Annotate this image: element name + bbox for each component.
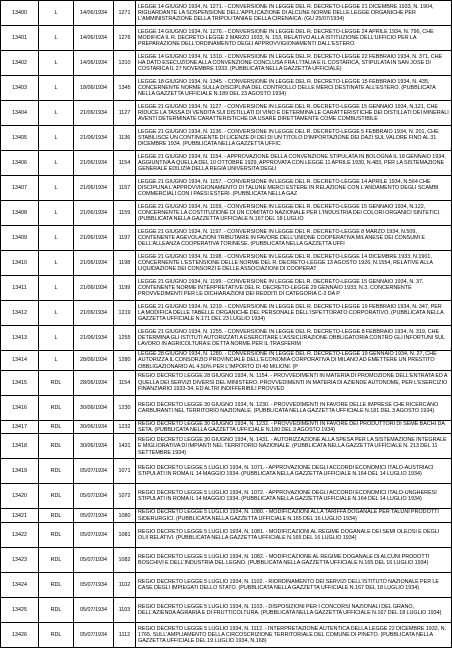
- record-type: L: [39, 201, 74, 226]
- table-row: [1, 370, 452, 395]
- record-number: 13418: [1, 434, 39, 459]
- record-gu-number: 1197: [114, 226, 136, 251]
- table-row: [1, 51, 452, 76]
- record-date: 05/07/1934: [74, 459, 114, 484]
- record-gu-number: 1072: [114, 484, 136, 509]
- table-row: [1, 548, 452, 573]
- record-description: LEGGE 21 GIUGNO 1934, N. 1198. - CONVERSIONE IN LEGGE DEL R. DECRETO-LEGGE 14 DICEMBRE 1933, N.1901, CONCERNENTE L'ESTENSIONE DELLE NORME DEL R. DECRETO-LEGGE 13 AGOSTO 1926, N.1554, RELATIVE ALLA LIQUIDAZIONE DEI CONSORZI E DELLE ASSOCIAZIONI DI COOPERAT: [136, 251, 452, 276]
- record-date: 21/06/1934: [74, 276, 114, 301]
- record-number: 13403: [1, 76, 39, 101]
- record-date: 21/06/1934: [74, 301, 114, 326]
- record-type: L: [39, 76, 74, 101]
- record-date: 21/06/1934: [74, 251, 114, 276]
- record-description: LEGGE 21 GIUGNO 1934, N. 1159. - CONVERSIONE IN LEGGE DEL R. DECRETO-LEGGE 15 GENNAIO 1934, N.122, CONCERNENTE LA COSTITUZIONE DI UN COMITATO NAZIONALE PER L'INDUSTRIA DEI COLORI ORGANICI SINTETICI. (PUBBLICATA NELLA GAZZETTA UFFICIALE N.167 DEL 18 LUGLIO: [136, 201, 452, 226]
- table-row: [1, 351, 452, 371]
- record-number: 13405: [1, 126, 39, 151]
- record-gu-number: 1071: [114, 459, 136, 484]
- record-number: 13420: [1, 484, 39, 509]
- record-description: REGIO DECRETO LEGGE 5 LUGLIO 1934, N. 1102. - RIORDINAMENTO DEI SERVIZI DELL'ISTITUTO NAZIONALE PER LE CASE DEGLI IMPIEGATI DELLO STATO. (PUBBLICATA NELLA GAZZETTA UFFICIALE N.167 DEL 18 LUGLIO 1934): [136, 573, 452, 598]
- record-number: 13402: [1, 51, 39, 76]
- record-description: REGIO DECRETO LEGGE 30 GIUGNO 1934, N. 1232. - PROVVEDIMENTI IN FAVORE DEI PRODUTTORI DI SEME BACHI DA SETA. (PUBBLICATA NELLA GAZZETTA UFFICIALE N.180 DEL 3 AGOSTO 1934): [136, 420, 452, 434]
- record-gu-number: 1112: [114, 623, 136, 648]
- table-row: [1, 326, 452, 351]
- record-number: 13401: [1, 26, 39, 51]
- table-row: [1, 301, 452, 326]
- record-gu-number: 1159: [114, 201, 136, 226]
- record-type: L: [39, 226, 74, 251]
- record-number: 13426: [1, 623, 39, 648]
- record-number: 13424: [1, 573, 39, 598]
- record-type: RDL: [39, 395, 74, 420]
- table-row: [1, 151, 452, 176]
- record-date: 21/06/1934: [74, 126, 114, 151]
- record-description: REGIO DECRETO LEGGE 30 GIUGNO 1934, N. 1431. - AUTORIZZAZIONE ALLA SPESA PER LA SISTEMAZIONE INTEGRALE E MIGLIORATIVA DI IMPIANTI NEL TERRITORIO NAZIONALE. (PUBBLICATA NELLA GAZZETTA UFFICIALE N. 213 DEL 11 SETTEMBRE 1934): [136, 434, 452, 459]
- record-type: L: [39, 126, 74, 151]
- table-row: [1, 459, 452, 484]
- record-type: RDL: [39, 370, 74, 395]
- record-description: REGIO DECRETO LEGGE 5 LUGLIO 1934, N. 1081. - MODIFICAZIONI AL REGIME DOGANALE DEI SEMI OLEOSI E DEGLI OLII RELATIVI. (PUBBLICATA NELLA GAZZETTA UFFICIALE N.165 DEL 16 LUGLIO 1934): [136, 523, 452, 548]
- record-description: LEGGE 21 GIUGNO 1934, N. 1154. - APPROVAZIONE DELLA CONVENZIONE STIPULATA IN BOLOGNA IL 18 GENNAIO 1934, AGGIUNTIVA A QUELLA DEL 10 OTTOBRE 1929, APPROVATA CON LEGGE 11 APRILE 1930, N.483, PER LA SISTEMAZIONE GENERALE EDILIZIA DELLA REGIA UNIVERSITA DEGLI: [136, 151, 452, 176]
- record-gu-number: 1431: [114, 434, 136, 459]
- table-row: [1, 573, 452, 598]
- record-number: 13414: [1, 351, 39, 371]
- record-description: LEGGE 21 GIUGNO 1934, N. 1127. - CONVERSIONE IN LEGGE DEL R. DECRETO-LEGGE 15 GENNAIO 1934, N.121, CHE RIDUCE LA TASSA DI VENDITA SUI DISTILLATI DI VINO E DETERMINA LE CARATTERISTICHE DEI DISTILLATI DEI MINERALI AVENTI DETERMINATE CARATTERISTICHE DA USARE DIRETTAMENTE COME COMBUSTIBILE: [136, 101, 452, 126]
- record-type: RDL: [39, 623, 74, 648]
- record-number: 13416: [1, 395, 39, 420]
- record-gu-number: 1199: [114, 276, 136, 301]
- table-row: [1, 251, 452, 276]
- record-description: REGIO DECRETO LEGGE 28 GIUGNO 1934, N. 1154. - PROVVEDIMENTI IN MATERIA DI PROMOZIONE DELL'ENTRATA ED A QUELLA DEI SERVIZI DIVERSI DEL MINISTERO. PROVVEDIMENTI IN MATERIA DI AZIENDE AUTONOME, PER L'ESERCIZIO FINANZIARIO 1933-34, ED ALTRI INDIFFERIBILI PROVVED: [136, 370, 452, 395]
- record-number: 13400: [1, 1, 39, 26]
- record-description: LEGGE 21 GIUGNO 1934, N. 1199. - CONVERSIONE IN LEGGE DEL R. DECRETO-LEGGE 15 GENNAIO 1934, N. 37, CONTENENTE NORME INTERPRETATIVE DEL R. DECRETO-LEGGE 29 GENNAIO 1933, N.3, CONCERNENTE PROVVEDIMENTI PER LE DICHIARAZIONI DEI REDDITI DI CATEGORIA C-2 DA P: [136, 276, 452, 301]
- table-row: [1, 598, 452, 623]
- record-number: 13412: [1, 301, 39, 326]
- record-type: RDL: [39, 434, 74, 459]
- record-description: REGIO DECRETO LEGGE 5 LUGLIO 1934, N. 1103. - DISPOSIZIONI PER I CONCORSI NAZIONALI DEL GRANO, DELL'AZIENDA AGRARIA E DI FRUTTICOLTURA. (PUBBLICATA NELLA GAZZETTA UFFICIALE N.167 DEL 18 LUGLIO 1934): [136, 598, 452, 623]
- record-date: 30/06/1934: [74, 420, 114, 434]
- record-description: LEGGE 14 GIUGNO 1934, N. 1310. - CONVERSIONE IN LEGGE DEL R. DECRETO-LEGGE 22 FEBBRAIO 1934, N. 371, CHE HA DATO ESECUZIONE ALLA CONVENZIONE CONCLUSA FRA L'ITALIA E IL COSTARICA, STIPULATA IN SAN JOSE DI COSTARICA IL 27 NOVEMBRE 1933. (PUBBLICATA NELLA GAZZETTA UFFICIALE): [136, 51, 452, 76]
- record-description: LEGGE 21 GIUGNO 1934, N. 1255. - CONVERSIONE IN LEGGE DEL R. DECRETO-LEGGE 8 FEBBRAIO 1934, N. 319, CHE DETERMINA GLI ISTITUTI AUTORIZZATI A ESERCITARE L'ASSICURAZIONE OBBLIGATORIA CONTRO GLI INFORTUNI SUL LAVORO IN AGRICOLTURA E DETTA NORME PER IL TRASFERIM: [136, 326, 452, 351]
- record-number: 13409: [1, 226, 39, 251]
- record-type: L: [39, 276, 74, 301]
- record-description: REGIO DECRETO LEGGE 5 LUGLIO 1934, N. 1082. - MODIFICAZIONE AL REGIME DOGANALE DI ALCUNI PRODOTTI BOSCHIVI E DELL'INDUSTRIA DEL LEGNO. (PUBBLICATA NELLA GAZZETTA UFFICIALE N.165 DEL 16 LUGLIO 1934): [136, 548, 452, 573]
- record-date: 05/07/1934: [74, 509, 114, 523]
- record-number: 13425: [1, 598, 39, 623]
- record-gu-number: 1345: [114, 76, 136, 101]
- record-number: 13404: [1, 101, 39, 126]
- record-number: 13422: [1, 523, 39, 548]
- record-gu-number: 1082: [114, 548, 136, 573]
- record-type: RDL: [39, 484, 74, 509]
- record-type: L: [39, 176, 74, 201]
- record-description: REGIO DECRETO LEGGE 5 LUGLIO 1934, N. 1080. - MODIFICAZIONI ALLA TARIFFA DOGANALE PER TALUNI PRODOTTI SIDERURGICI. (PUBBLICATA NELLA GAZZETTA UFFICIALE N.165 DEL 16 LUGLIO 1934): [136, 509, 452, 523]
- record-date: 05/07/1934: [74, 484, 114, 509]
- record-type: L: [39, 301, 74, 326]
- table-row: [1, 623, 452, 648]
- table-row: [1, 420, 452, 434]
- table-row: [1, 226, 452, 251]
- record-number: 13406: [1, 151, 39, 176]
- record-gu-number: 1276: [114, 26, 136, 51]
- record-gu-number: 1271: [114, 1, 136, 26]
- laws-table-body: [1, 1, 452, 648]
- record-description: REGIO DECRETO LEGGE 5 LUGLIO 1934, N. 1071. - APPROVAZIONE DEGLI ACCORDI ECONOMICI ITALO-AUSTRIACI STIPULATI IN ROMA IL 14 MAGGIO 1934. (PUBBLICATA NELLA GAZZETTA UFFICIALE N.164 DEL 14 LUGLIO 1934): [136, 459, 452, 484]
- record-type: RDL: [39, 523, 74, 548]
- record-description: REGIO DECRETO LEGGE 30 GIUGNO 1934, N. 1230. - PROVVEDIMENTI IN FAVORE DELLE IMPRESE CHE RICERCANO CARBURANTI NEL TERRITORIO NAZIONALE. (PUBBLICATA NELLA GAZZETTA UFFICIALE N.181 DEL 3 AGOSTO 1934): [136, 395, 452, 420]
- table-row: [1, 76, 452, 101]
- record-number: 13417: [1, 420, 39, 434]
- record-type: RDL: [39, 509, 74, 523]
- record-type: L: [39, 1, 74, 26]
- table-row: [1, 395, 452, 420]
- record-number: 13415: [1, 370, 39, 395]
- record-date: 21/06/1934: [74, 151, 114, 176]
- table-row: [1, 484, 452, 509]
- record-type: L: [39, 51, 74, 76]
- record-date: 05/07/1934: [74, 573, 114, 598]
- record-gu-number: 1136: [114, 126, 136, 151]
- record-description: LEGGE 14 GIUGNO 1934, N. 1271. - CONVERSIONE IN LEGGE DEL R. DECRETO-LEGGE 21 DICEMBRE 1933, N. 1904, RIGUARDANTE LA SOSPENSIONE DELL'APPLICAZIONE DI ALCUNE NORME DELLE LEGGE ORGANICHE PER L'AMMINISTRAZIONE DELLA TRIPOLITANIA E DELLA CIRENAICA. (GU 25/07/1934): [136, 1, 452, 26]
- record-gu-number: 1219: [114, 301, 136, 326]
- record-type: RDL: [39, 459, 74, 484]
- table-row: [1, 523, 452, 548]
- record-description: LEGGE 21 GIUGNO 1934, N. 1219. - CONVERSIONE IN LEGGE DEL R. DECRETO-LEGGE 19 FEBBRAIO 1934, N. 347, PER LA MODIFICA DELLE TABELLE ORGANICHE DEL PERSONALE DELL'ISPETTORATO CORPORATIVO. (PUBBLICATA NELLA GAZZETTA UFFICIALE N.171 DEL 23 LUGLIO 1934): [136, 301, 452, 326]
- record-type: RDL: [39, 598, 74, 623]
- record-type: RDL: [39, 573, 74, 598]
- record-gu-number: 1127: [114, 101, 136, 126]
- record-description: LEGGE 14 GIUGNO 1934, N. 1276. - CONVERSIONE IN LEGGE DEL R. DECRETO-LEGGE 24 APRILE 1934, N. 796, CHE MODIFICA IL R. DECRETO-LEGGE 2 MARZO 1933, N. 153, RELATIVO ALLA ISTITUZIONE DELL'UFFICIO PER LA PREPARAZIONE DELL'ORDINAMENTO DEGLI APPROVVIGIONAMENTI DALL'ESTERO.: [136, 26, 452, 51]
- record-date: 21/06/1934: [74, 226, 114, 251]
- record-description: LEGGE 21 GIUGNO 1934, N. 1157. - CONVERSIONE IN LEGGE DEL R. DECRETO-LEGGE 14 APRILE 1934, N.564 CHE DISCIPLINA L'APPROVVIGIONAMENTO DI TALUNE MERCI ESTERE IN RELAZIONE CON L'ANDAMENTO DEGLI SCAMBI COMMERCIALI CON I PAESI ESTERI. (PUBBLICATA NELLA GAZ: [136, 176, 452, 201]
- record-number: 13419: [1, 459, 39, 484]
- record-date: 05/07/1934: [74, 598, 114, 623]
- record-date: 21/06/1934: [74, 101, 114, 126]
- table-row: [1, 434, 452, 459]
- record-type: L: [39, 251, 74, 276]
- record-number: 13411: [1, 276, 39, 301]
- record-date: 05/07/1934: [74, 548, 114, 573]
- record-date: 28/06/1934: [74, 370, 114, 395]
- record-gu-number: 1157: [114, 176, 136, 201]
- record-date: 28/06/1934: [74, 351, 114, 371]
- record-gu-number: 1102: [114, 573, 136, 598]
- record-date: 14/06/1934: [74, 51, 114, 76]
- record-gu-number: 1080: [114, 509, 136, 523]
- table-row: [1, 101, 452, 126]
- table-row: [1, 1, 452, 26]
- record-description: LEGGE 21 GIUGNO 1934, N. 1136. - CONVERSIONE IN LEGGE DEL R. DECRETO-LEGGE 5 FEBBRAIO 1934, N. 201, CHE STABILISCE UN CONTINGENTE DI LICENZE DI DEI DI UN TITOLO D'IMPORTAZIONE DEI DAZI SUL VALORE FINO AL 31 DICEMBRE 1934. (PUBBLICATA NELLA GAZZETTA UFFIC: [136, 126, 452, 151]
- record-gu-number: 1232: [114, 420, 136, 434]
- record-type: L: [39, 351, 74, 371]
- record-gu-number: 1081: [114, 523, 136, 548]
- record-date: 14/06/1934: [74, 26, 114, 51]
- table-row: [1, 26, 452, 51]
- table-row: [1, 509, 452, 523]
- record-gu-number: 1230: [114, 395, 136, 420]
- record-date: 05/07/1934: [74, 623, 114, 648]
- record-date: 21/06/1934: [74, 201, 114, 226]
- record-type: RDL: [39, 420, 74, 434]
- record-number: 13407: [1, 176, 39, 201]
- record-type: L: [39, 326, 74, 351]
- table-row: [1, 176, 452, 201]
- record-description: LEGGE 18 GIUGNO 1934, N. 1345. - CONVERSIONE IN LEGGE DEL R. DECRETO-LEGGE 15 FEBBRAIO 1934, N. 435, CONCERNENTE NORME SULLA DISCIPLINA DEL CONTROLLO DELLE MERCI DESTINATE ALL'ESTERO. (PUBBLICATA NELLA GAZZETTA UFFICIALE N.189 DEL 23 AGOSTO 1934): [136, 76, 452, 101]
- record-date: 18/06/1934: [74, 76, 114, 101]
- record-number: 13413: [1, 326, 39, 351]
- record-gu-number: 1255: [114, 326, 136, 351]
- record-gu-number: 1198: [114, 251, 136, 276]
- record-date: 30/06/1934: [74, 434, 114, 459]
- record-number: 13408: [1, 201, 39, 226]
- record-description: REGIO DECRETO LEGGE 5 LUGLIO 1934, N. 1112. - INTERPRETAZIONE AUTENTICA DELLA LEGGE 22 DICEMBRE 1932, N. 1765, SULL'AMPLIAMENTO DELLA CIRCOSCRIZIONE TERRITORIALE DEL COMUNE DI PINETO. (PUBBLICATA NELLA GAZZETTA UFFICIALE DEL 19 LUGLIO 1934, N.168): [136, 623, 452, 648]
- table-row: [1, 201, 452, 226]
- record-date: 21/06/1934: [74, 176, 114, 201]
- record-date: 21/06/1934: [74, 326, 114, 351]
- record-date: 05/07/1934: [74, 523, 114, 548]
- record-description: LEGGE 21 GIUGNO 1934, N. 1197. - CONVERSIONE IN LEGGE DEL R. DECRETO-LEGGE 8 MARZO 1934, N.509, CONTENENTE AGEVOLAZIONI TRIBUTARIE IN FAVORE DELL'UNIONE COOPERATIVA MILANESE DEI CONSUMI E DELL'ALLEANZA COOPERATIVA TORINESE. (PUBBLICATA NELLA GAZZETTA UFFI: [136, 226, 452, 251]
- record-gu-number: 1154: [114, 151, 136, 176]
- record-gu-number: 1154: [114, 370, 136, 395]
- record-number: 13410: [1, 251, 39, 276]
- record-number: 13423: [1, 548, 39, 573]
- record-type: L: [39, 151, 74, 176]
- table-row: [1, 126, 452, 151]
- record-description: LEGGE 28 GIUGNO 1934, N. 1280. - CONVERSIONE IN LEGGE DEL R. DECRETO-LEGGE 19 GENNAIO 1934, N. 27, CHE AUTORIZZA IL CONSORZIO PROVINCIALE DELL'ECONOMIA CORPORATIVA DI MILANO AD EMETTERE UN PRESTITO OBBLIGAZIONARIO AL 4,50% PER L'IMPORTO DI 40 MILIONI. (P: [136, 351, 452, 371]
- record-gu-number: 1310: [114, 51, 136, 76]
- record-description: REGIO DECRETO LEGGE 5 LUGLIO 1934, N. 1072. - APPROVAZIONE DEGLI ACCORDI ECONOMICI ITALO-UNGHERESI STIPULATI IN ROMA IL 14 MAGGIO 1934. (PUBBLICATA NELLA GAZZETTA UFFICIALE N.164 DEL 14 LUGLIO 1934): [136, 484, 452, 509]
- record-number: 13421: [1, 509, 39, 523]
- table-row: [1, 276, 452, 301]
- record-type: L: [39, 26, 74, 51]
- record-type: RDL: [39, 548, 74, 573]
- record-gu-number: 1280: [114, 351, 136, 371]
- record-type: L: [39, 101, 74, 126]
- record-date: 14/06/1934: [74, 1, 114, 26]
- record-date: 30/06/1934: [74, 395, 114, 420]
- record-gu-number: 1103: [114, 598, 136, 623]
